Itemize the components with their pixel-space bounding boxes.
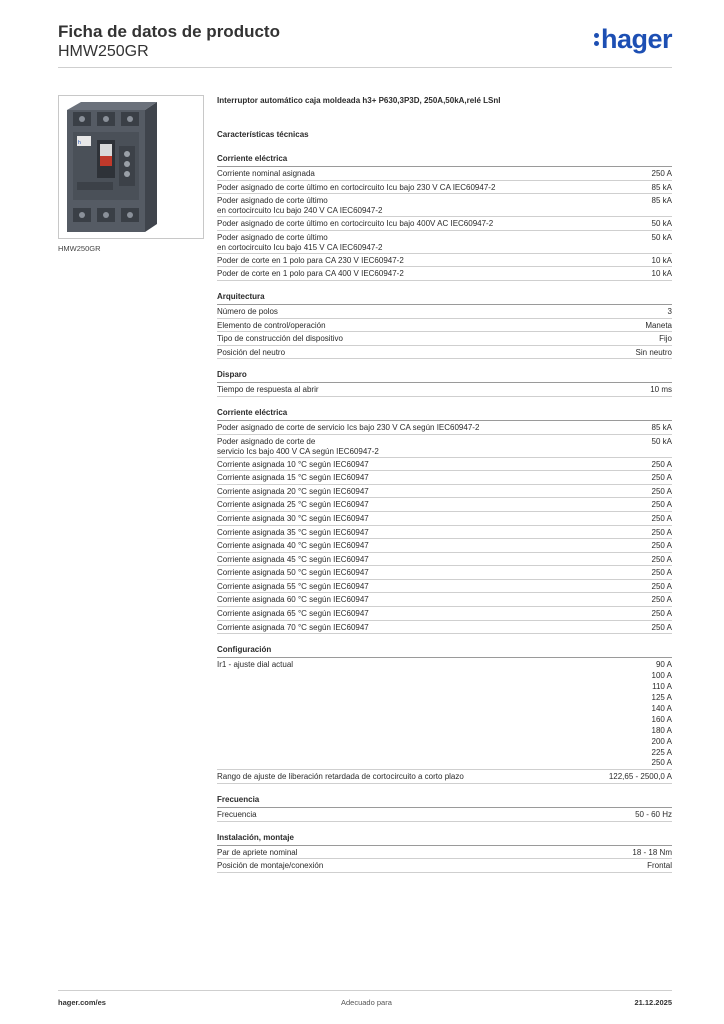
spec-row — [217, 435, 672, 458]
spec-value: Fijo — [659, 334, 672, 344]
spec-row — [217, 181, 672, 195]
spec-row — [217, 254, 672, 268]
spec-value: 50 kA — [651, 232, 672, 242]
logo-dots-icon — [594, 33, 599, 46]
spec-value: 85 kA — [651, 196, 672, 206]
section-electrical-current — [217, 153, 672, 281]
spec-label: Poder asignado de corte último en cortocircuito Icu bajo 415 V CA IEC60947-2 — [217, 232, 383, 252]
dial-setting-value: 225 A — [651, 747, 672, 757]
spec-value: 18 - 18 Nm — [632, 847, 672, 857]
spec-label: Corriente asignada 70 °C según IEC60947 — [217, 622, 369, 632]
spec-row — [217, 332, 672, 346]
spec-value: 85 kA — [651, 422, 672, 432]
product-image — [58, 95, 204, 239]
spec-label: Corriente asignada 30 °C según IEC60947 — [217, 513, 369, 523]
spec-value: 250 A — [651, 473, 672, 483]
footer-divider — [58, 990, 672, 991]
dial-setting-value: 180 A — [651, 725, 672, 735]
product-reference: HMW250GR — [58, 43, 149, 60]
hager-logo — [594, 26, 672, 52]
spec-row — [217, 607, 672, 621]
spec-row — [217, 498, 672, 512]
spec-row — [217, 383, 672, 397]
spec-label: Corriente asignada 55 °C según IEC60947 — [217, 581, 369, 591]
spec-value: 50 kA — [651, 436, 672, 446]
spec-row — [217, 658, 672, 770]
spec-label: Corriente asignada 10 °C según IEC60947 — [217, 459, 369, 469]
section-title: Corriente eléctrica — [217, 153, 672, 167]
section-title: Disparo — [217, 369, 672, 383]
dial-setting-value: 250 A — [651, 758, 672, 768]
spec-label: Corriente asignada 45 °C según IEC60947 — [217, 554, 369, 564]
document-title: Ficha de datos de producto — [58, 22, 280, 41]
spec-label: Par de apriete nominal — [217, 847, 298, 857]
spec-value: 85 kA — [651, 182, 672, 192]
spec-label: Posición del neutro — [217, 347, 286, 357]
dial-setting-value: 110 A — [652, 682, 672, 692]
spec-row — [217, 231, 672, 254]
spec-row — [217, 458, 672, 472]
image-caption: HMW250GR — [58, 244, 101, 253]
spec-value: Sin neutro — [635, 347, 672, 357]
spec-label: Corriente asignada 60 °C según IEC60947 — [217, 595, 369, 605]
spec-row — [217, 194, 672, 217]
spec-row — [217, 346, 672, 360]
spec-label: Corriente asignada 65 °C según IEC60947 — [217, 609, 369, 619]
spec-label: Elemento de control/operación — [217, 320, 326, 330]
website-link[interactable]: hager.com/es — [58, 998, 106, 1007]
technical-characteristics-title: Características técnicas — [217, 130, 309, 139]
spec-value: 250 A — [651, 568, 672, 578]
spec-value: 50 kA — [651, 219, 672, 229]
spec-label: Poder asignado de corte de servicio Ics bajo 400 V CA según IEC60947-2 — [217, 436, 379, 456]
spec-row — [217, 167, 672, 181]
spec-value: 10 kA — [651, 255, 672, 265]
spec-row — [217, 319, 672, 333]
spec-row — [217, 471, 672, 485]
spec-row — [217, 580, 672, 594]
spec-label: Ir1 - ajuste dial actual — [217, 660, 294, 670]
spec-row — [217, 808, 672, 822]
spec-row — [217, 621, 672, 635]
spec-value: 10 ms — [650, 385, 672, 395]
spec-label: Rango de ajuste de liberación retardada de cortocircuito a corto plazo — [217, 772, 464, 782]
section-title: Configuración — [217, 644, 672, 658]
spec-label: Poder de corte en 1 polo para CA 400 V IEC60947-2 — [217, 269, 404, 279]
section-electrical-current-ratings — [217, 407, 672, 634]
spec-row — [217, 526, 672, 540]
spec-row — [217, 512, 672, 526]
section-installation — [217, 832, 672, 873]
spec-row — [217, 305, 672, 319]
section-architecture — [217, 291, 672, 359]
spec-value: 250 A — [651, 169, 672, 178]
footer-suitable-for: Adecuado para — [341, 998, 392, 1007]
section-title: Corriente eléctrica — [217, 407, 672, 421]
section-title: Frecuencia — [217, 794, 672, 808]
spec-value: 250 A — [651, 527, 672, 537]
circuit-breaker-image — [59, 96, 203, 238]
spec-label: Posición de montaje/conexión — [217, 861, 324, 871]
spec-value: Maneta — [645, 320, 672, 330]
spec-label: Corriente asignada 15 °C según IEC60947 — [217, 473, 369, 483]
spec-label: Tipo de construcción del dispositivo — [217, 334, 343, 344]
spec-row — [217, 593, 672, 607]
spec-label: Frecuencia — [217, 809, 257, 819]
logo-text: hager — [600, 24, 672, 54]
dial-setting-value: 200 A — [651, 736, 672, 746]
document-header — [58, 22, 280, 62]
spec-label: Corriente asignada 50 °C según IEC60947 — [217, 568, 369, 578]
spec-value: 250 A — [651, 595, 672, 605]
spec-row — [217, 217, 672, 231]
spec-row — [217, 485, 672, 499]
spec-value: 250 A — [651, 609, 672, 619]
spec-label: Corriente asignada 20 °C según IEC60947 — [217, 486, 369, 496]
section-frequency — [217, 794, 672, 822]
spec-label: Corriente asignada 40 °C según IEC60947 — [217, 541, 369, 551]
svg-text:h: h — [78, 140, 81, 146]
spec-value: 250 A — [651, 513, 672, 523]
dial-setting-value: 125 A — [651, 692, 672, 702]
spec-label: Poder asignado de corte último en cortocircuito Icu bajo 400V AC IEC60947-2 — [217, 219, 494, 229]
spec-row — [217, 846, 672, 860]
dial-setting-value: 140 A — [651, 703, 672, 713]
spec-row — [217, 539, 672, 553]
dial-setting-value: 160 A — [651, 714, 672, 724]
spec-value: 250 A — [651, 554, 672, 564]
spec-content — [217, 95, 672, 873]
spec-value: 250 A — [651, 500, 672, 510]
section-configuration — [217, 644, 672, 784]
spec-row — [217, 566, 672, 580]
spec-row — [217, 267, 672, 281]
spec-label: Poder asignado de corte último en cortocircuito Icu bajo 240 V CA IEC60947-2 — [217, 196, 383, 216]
spec-label: Número de polos — [217, 306, 278, 316]
spec-label: Tiempo de respuesta al abrir — [217, 385, 319, 395]
spec-label: Poder de corte en 1 polo para CA 230 V IEC60947-2 — [217, 255, 404, 265]
section-tripping — [217, 369, 672, 397]
spec-row — [217, 859, 672, 873]
spec-value: 50 - 60 Hz — [635, 809, 672, 819]
spec-value: 250 A — [651, 541, 672, 551]
dial-setting-value: 100 A — [651, 671, 672, 681]
product-description: Interruptor automático caja moldeada h3+ P630,3P3D, 250A,50kA,relé LSnI — [217, 96, 501, 105]
spec-value: 250 A — [651, 486, 672, 496]
spec-label: Corriente asignada 35 °C según IEC60947 — [217, 527, 369, 537]
spec-row — [217, 770, 672, 784]
section-title: Arquitectura — [217, 291, 672, 305]
header-divider — [58, 67, 672, 68]
spec-value: 10 kA — [651, 269, 672, 279]
spec-row — [217, 421, 672, 435]
footer-date: 21.12.2025 — [634, 998, 672, 1007]
spec-value: 250 A — [651, 459, 672, 469]
dial-settings-list — [652, 660, 672, 769]
spec-label: Corriente asignada 25 °C según IEC60947 — [217, 500, 369, 510]
spec-label: Poder asignado de corte último en cortocircuito Icu bajo 230 V CA IEC60947-2 — [217, 182, 496, 192]
spec-value: 122,65 - 2500,0 A — [608, 772, 672, 782]
spec-value: 250 A — [651, 622, 672, 632]
spec-value: 250 A — [651, 581, 672, 591]
spec-value: Frontal — [647, 861, 672, 871]
section-title: Instalación, montaje — [217, 832, 672, 846]
spec-label: Poder asignado de corte de servicio Ics bajo 230 V CA según IEC60947-2 — [217, 422, 480, 432]
spec-label: Corriente nominal asignada — [217, 169, 315, 178]
dial-setting-value: 90 A — [655, 660, 672, 670]
spec-row — [217, 553, 672, 567]
spec-value: 3 — [667, 306, 672, 316]
